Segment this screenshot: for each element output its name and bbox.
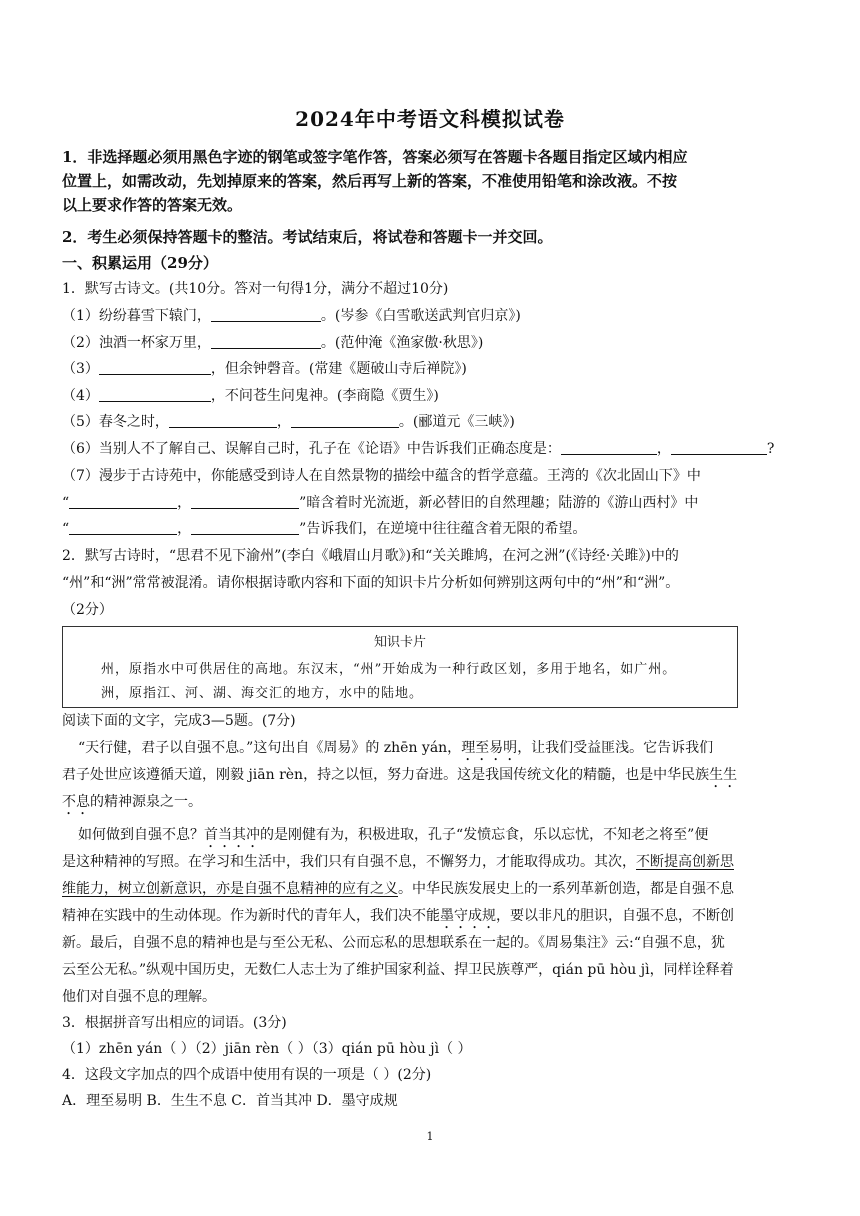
- item-text: （5）春冬之时，: [62, 414, 169, 430]
- passage-text: 。中华民族发展史上的一系列革新创造，都是自强不息: [398, 881, 734, 897]
- answer-blank[interactable]: [169, 413, 277, 428]
- answer-blank[interactable]: [99, 387, 211, 402]
- q4-stem: 4．这段文字加点的四个成语中使用有误的一项是（ ）(2分): [62, 1067, 432, 1083]
- item-text: ，: [656, 441, 671, 457]
- item-text: “: [62, 521, 70, 537]
- passage-line: 他们对自强不息的理解。: [62, 989, 216, 1005]
- item-text: “: [62, 495, 70, 511]
- answer-blank[interactable]: [191, 494, 299, 509]
- item-text: ”告诉我们，在逆境中往往蕴含着无限的希望。: [299, 521, 587, 537]
- q1-item-2: [62, 332, 802, 354]
- passage-line: [62, 764, 802, 791]
- q1-item-3: [62, 358, 802, 380]
- q4-options: A．理至易明 B．生生不息 C．首当其冲 D．墨守成规: [62, 1093, 398, 1109]
- q1-item-7-line2: [62, 492, 802, 514]
- item-text: ?: [766, 441, 775, 457]
- answer-blank[interactable]: [291, 413, 399, 428]
- q1-item-1: [62, 305, 802, 327]
- q2-line: 2．默写古诗时，“思君不见下渝州”(李白《峨眉山月歌》)和“关关雎鸠，在河之洲”(《诗经·关雎》)中的: [62, 548, 679, 564]
- passage-line: [62, 791, 802, 818]
- dotted-idiom: 不息: [62, 794, 90, 810]
- page-number: 1: [426, 1130, 434, 1143]
- dotted-idiom: 首当其冲: [204, 827, 260, 843]
- item-text: （1）纷纷暮雪下辕门，: [62, 308, 211, 324]
- answer-blank[interactable]: [191, 520, 299, 535]
- passage-text: 的是刚健有为，积极进取，孔子“发愤忘食，乐以忘忧，不知老之将至”便: [260, 827, 709, 843]
- passage-text: 的精神源泉之一。: [90, 794, 202, 810]
- passage-line: [78, 824, 818, 851]
- q1-stem: 1．默写古诗文。(共10分。答对一句得1分，满分不超过10分): [62, 281, 449, 297]
- dotted-idiom: 生生: [709, 767, 738, 783]
- underlined-sentence: 不断提高创新思: [636, 854, 734, 870]
- passage-line: 云至公无私。”纵观中国历史，无数仁人志士为了维护国家利益、捍卫民族尊严，qián pū hòu jì，同样诠释着: [62, 962, 734, 978]
- dotted-idiom: 墨守成规: [440, 908, 496, 924]
- passage-text: 君子处世应该遵循天道，刚毅 jiān rèn，持之以恒，努力奋进。这是我国传统文化的精髓，也是中华民族: [62, 767, 710, 783]
- answer-blank[interactable]: [69, 494, 177, 509]
- item-text: ，: [177, 495, 192, 511]
- card-line: 州，原指水中可供居住的高地。东汉末，“州”开始成为一种行政区划，多用于地名，如广州。: [101, 662, 677, 677]
- item-text: （2）浊酒一杯家万里，: [62, 335, 211, 351]
- note-line: 以上要求作答的答案无效。: [62, 196, 243, 214]
- answer-blank[interactable]: [561, 440, 657, 455]
- passage-text: 如何做到自强不息？: [78, 827, 204, 843]
- q3-answers: （1）zhēn yán（ ）（2）jiān rèn（ ）（3）qián pū hòu jì（ ）: [62, 1041, 472, 1057]
- q1-item-7: （7）漫步于古诗苑中，你能感受到诗人在自然景物的描绘中蕴含的哲学意蕴。王湾的《次北固山下》中: [62, 468, 701, 484]
- q1-item-7-line3: [62, 518, 802, 540]
- passage-text: 是这种精神的写照。在学习和生活中，我们只有自强不息，不懈努力，才能取得成功。其次，: [62, 854, 636, 870]
- answer-blank[interactable]: [211, 307, 321, 322]
- q2-line: “州”和“洲”常常被混淆。请你根据诗歌内容和下面的知识卡片分析如何辨别这两句中的“州”和“洲”。: [62, 575, 680, 591]
- knowledge-card: [62, 626, 738, 708]
- exam-title: 2024年中考语文科模拟试卷: [295, 107, 565, 131]
- item-text: ，不问苍生问鬼神。(李商隐《贾生》): [210, 388, 439, 404]
- item-text: ，但余钟磬音。(常建《题破山寺后禅院》): [210, 361, 467, 377]
- note-line: 1．非选择题必须用黑色字迹的钢笔或签字笔作答，答案必须写在答题卡各题目指定区域内相应: [62, 148, 688, 166]
- passage-text: ，要以非凡的胆识，自强不息，不断创: [496, 908, 734, 924]
- card-title: 知识卡片: [373, 635, 426, 650]
- item-text: 。(岑参《白雪歌送武判官归京》): [320, 308, 521, 324]
- passage-line: [78, 737, 818, 764]
- answer-blank[interactable]: [69, 520, 177, 535]
- item-text: （6）当别人不了解自己、误解自己时，孔子在《论语》中告诉我们正确态度是：: [62, 441, 561, 457]
- answer-blank[interactable]: [99, 360, 211, 375]
- item-text: ”暗含着时光流逝，新必替旧的自然理趣；陆游的《游山西村》中: [299, 495, 699, 511]
- item-text: ，: [177, 521, 192, 537]
- item-text: 。(郦道元《三峡》): [398, 414, 515, 430]
- section-heading: 一、积累运用（29分）: [62, 254, 218, 272]
- passage-line: [62, 878, 802, 900]
- note-line: 2．考生必须保持答题卡的整洁。考试结束后，将试卷和答题卡一并交回。: [62, 228, 553, 246]
- underlined-sentence: 维能力，树立创新意识，亦是自强不息精神的应有之义: [62, 881, 398, 897]
- passage-text: ，让我们受益匪浅。它告诉我们: [517, 740, 714, 756]
- item-text: （4）: [62, 388, 99, 404]
- q2-line: （2分）: [62, 602, 113, 618]
- card-line: 洲，原指江、河、湖、海交汇的地方，水中的陆地。: [101, 686, 424, 701]
- note-line: 位置上，如需改动，先划掉原来的答案，然后再写上新的答案，不准使用铅笔和涂改液。不按: [62, 172, 678, 190]
- passage-line: [62, 851, 802, 873]
- passage-text: “天行健，君子以自强不息。”这句出自《周易》的 zhēn yán，: [78, 740, 462, 756]
- passage-line: 新。最后，自强不息的精神也是与至公无私、公而忘私的思想联系在一起的。《周易集注》云:“自强不息，犹: [62, 935, 725, 951]
- answer-blank[interactable]: [671, 440, 767, 455]
- q1-item-4: [62, 385, 802, 407]
- item-text: （3）: [62, 361, 99, 377]
- passage-line: [62, 905, 802, 932]
- dotted-idiom: 理至易明: [461, 740, 518, 756]
- q1-item-5: [62, 411, 802, 433]
- item-text: ，: [276, 414, 291, 430]
- passage-text: 精神在实践中的生动体现。作为新时代的青年人，我们决不能: [62, 908, 440, 924]
- q3-stem: 3．根据拼音写出相应的词语。(3分): [62, 1015, 287, 1031]
- reading-intro: 阅读下面的文字，完成3—5题。(7分): [62, 713, 296, 729]
- item-text: 。(范仲淹《渔家傲·秋思》): [320, 335, 484, 351]
- q1-item-6: [62, 438, 802, 460]
- answer-blank[interactable]: [211, 334, 321, 349]
